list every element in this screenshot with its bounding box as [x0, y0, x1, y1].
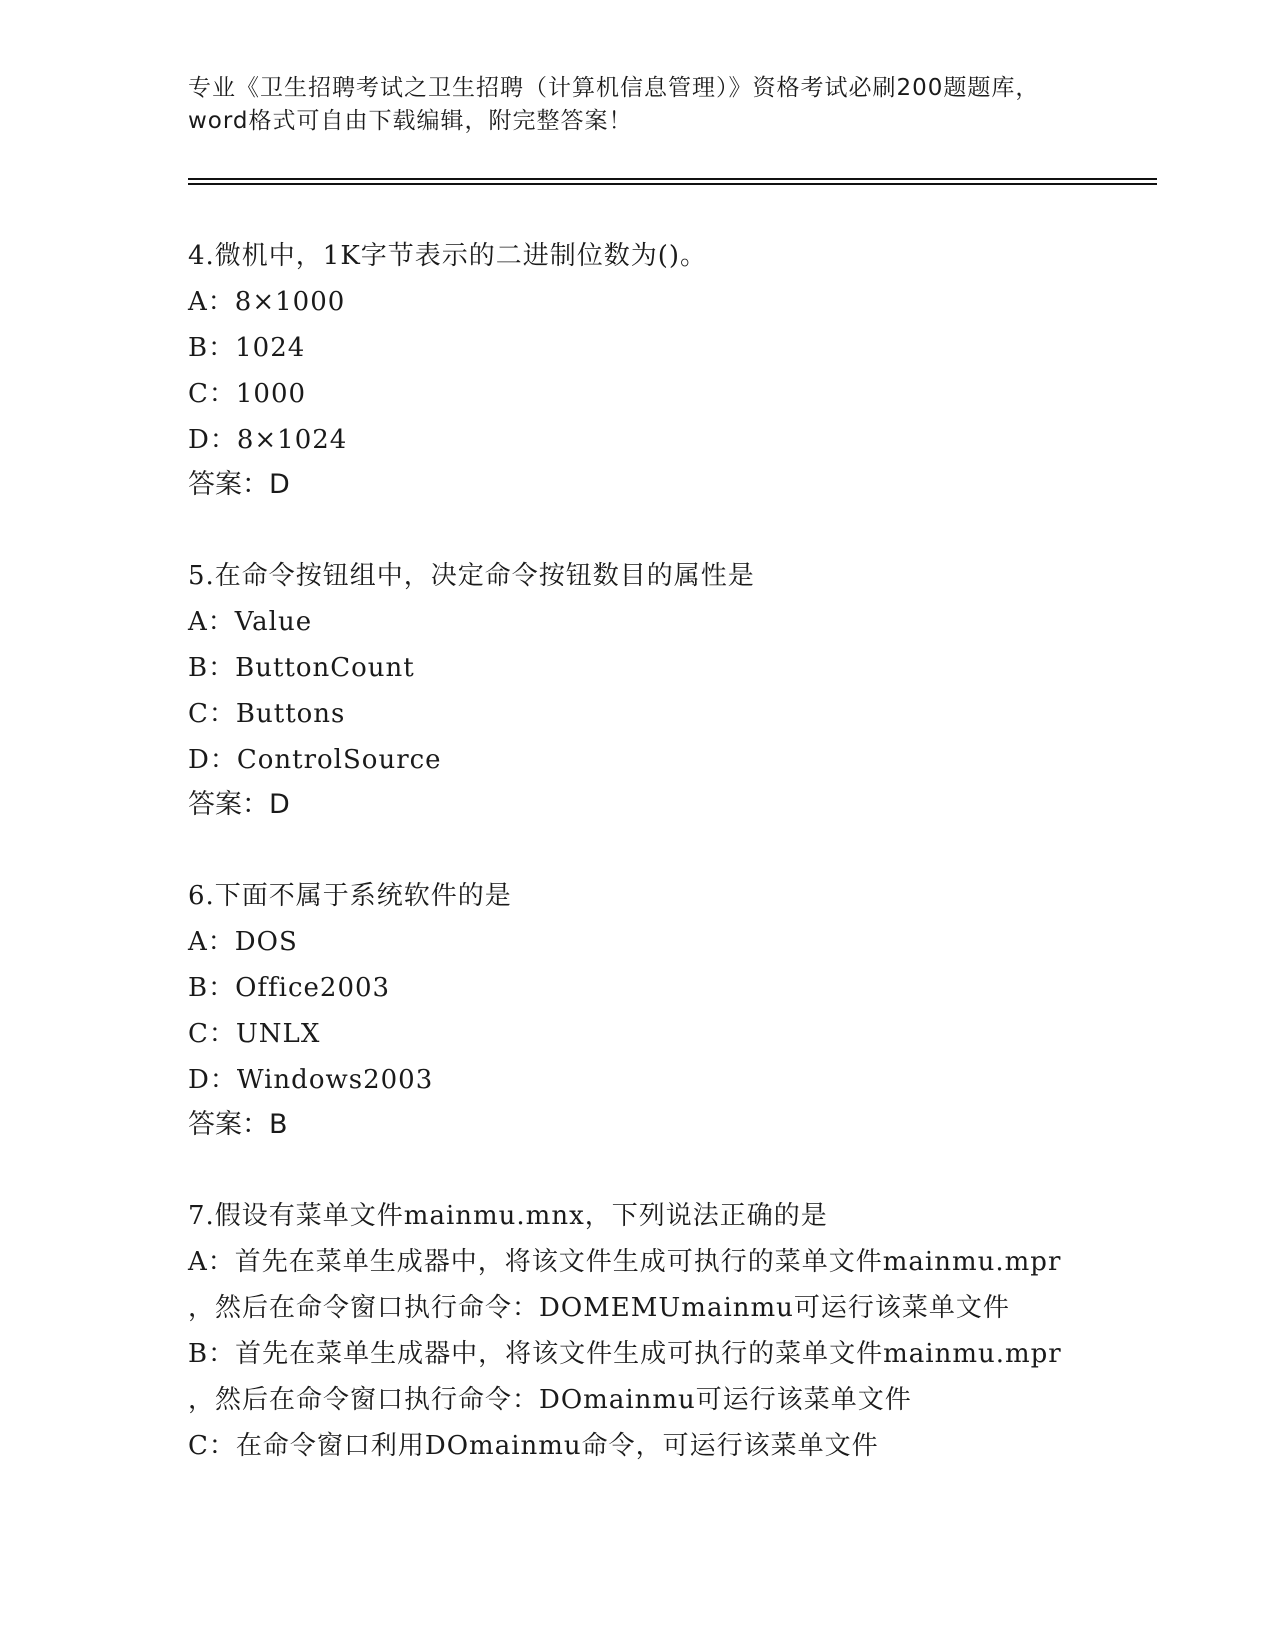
question-stem: 5.在命令按钮组中，决定命令按钮数目的属性是 — [188, 561, 755, 591]
option-c: C：1000 — [188, 379, 307, 409]
option-d: D：Windows2003 — [188, 1065, 434, 1095]
question-stem: 7.假设有菜单文件mainmu.mnx，下列说法正确的是 — [188, 1201, 828, 1231]
option-b: B：首先在菜单生成器中，将该文件生成可执行的菜单文件mainmu.mpr — [188, 1339, 1062, 1369]
option-c: C：Buttons — [188, 699, 346, 729]
header-line-2: word格式可自由下载编辑，附完整答案！ — [188, 108, 633, 134]
option-b-continued: ，然后在命令窗口执行命令：DOmainmu可运行该菜单文件 — [188, 1385, 912, 1415]
question-stem: 6.下面不属于系统软件的是 — [188, 881, 512, 911]
option-a: A：DOS — [188, 927, 298, 957]
question-stem: 4.微机中，1K字节表示的二进制位数为()。 — [188, 241, 708, 271]
option-d: D：8×1024 — [188, 425, 348, 455]
option-b: B：1024 — [188, 333, 306, 363]
document-header — [188, 72, 1088, 138]
answer-line: 答案：B — [188, 1109, 288, 1140]
option-a: A：Value — [188, 607, 313, 637]
option-c: C：在命令窗口利用DOmainmu命令，可运行该菜单文件 — [188, 1431, 879, 1461]
answer-line: 答案：D — [188, 789, 290, 820]
option-b: B：ButtonCount — [188, 653, 415, 683]
header-divider-top — [188, 178, 1157, 180]
option-a-continued: ，然后在命令窗口执行命令：DOMEMUmainmu可运行该菜单文件 — [188, 1293, 1010, 1323]
header-divider-bottom — [188, 183, 1157, 185]
option-c: C：UNLX — [188, 1019, 321, 1049]
question-block — [188, 233, 1128, 507]
option-b: B：Office2003 — [188, 973, 391, 1003]
option-d: D：ControlSource — [188, 745, 442, 775]
header-line-1: 专业《卫生招聘考试之卫生招聘（计算机信息管理）》资格考试必刷200题题库， — [188, 75, 1040, 101]
question-block — [188, 553, 1128, 827]
question-block — [188, 1193, 1128, 1469]
answer-line: 答案：D — [188, 469, 290, 500]
option-a: A：首先在菜单生成器中，将该文件生成可执行的菜单文件mainmu.mpr — [188, 1247, 1062, 1277]
question-block — [188, 873, 1128, 1147]
option-a: A：8×1000 — [188, 287, 346, 317]
